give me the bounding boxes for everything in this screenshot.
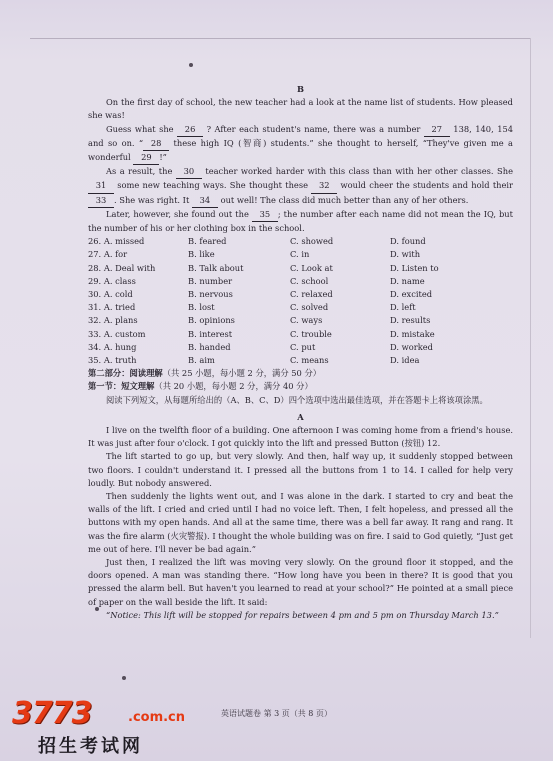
option-30-b: B. nervous: [188, 288, 233, 299]
text-run: 138, 140, 154 and so on. “: [88, 123, 514, 148]
paper-edge-top: [30, 38, 530, 39]
text-run: teacher worked harder with this class than with her other classes. She: [205, 166, 513, 177]
option-26-b: B. feared: [188, 236, 227, 247]
watermark-subtitle-text: 招生考试网: [38, 736, 143, 757]
paper-edge-right: [530, 38, 531, 638]
option-33-c: C. trouble: [290, 328, 332, 339]
option-31-c: C. solved: [290, 302, 329, 313]
option-33-d: D. mistake: [390, 328, 435, 339]
option-33-b: B. interest: [188, 328, 233, 339]
blank-31: 31: [88, 179, 114, 193]
reading-instructions: 阅读下列短文，从每题所给出的（A、B、C、D）四个选项中选出最佳选项，并在答题卡上将该项涂黑。: [106, 394, 488, 405]
option-28-a: 28. A. Deal with: [88, 262, 156, 273]
blank-33: 33: [88, 194, 114, 208]
option-30-a: 30. A. cold: [88, 288, 133, 299]
option-27-b: B. like: [188, 249, 215, 260]
section-title: 第一节：短文理解: [88, 381, 155, 392]
text-run: As a result, the: [106, 166, 173, 177]
option-31-b: B. lost: [188, 302, 215, 313]
text-run: some new teaching ways. She thought these: [117, 180, 308, 191]
option-35-b: B. aim: [188, 354, 215, 365]
watermark-main-text: 3773: [12, 696, 92, 731]
passage-b-paragraph-1: On the first day of school, the new teacher had a look at the name list of students. How pleased she was!: [88, 97, 513, 121]
text-run: these high IQ (智商) students.” she thought to herself, “They've given me a wonderful: [88, 137, 514, 163]
site-watermark-logo: [12, 696, 222, 758]
passage-b-heading: B: [296, 84, 304, 94]
option-32-a: 32. A. plans: [88, 315, 138, 326]
option-29-b: B. number: [188, 275, 233, 286]
watermark-domain-text: .com.cn: [128, 710, 186, 725]
passage-a-heading: A: [297, 411, 304, 422]
section-note: （共 20 小题，每小题 2 分，满分 40 分）: [154, 381, 313, 392]
paper-speck: [122, 676, 126, 680]
option-26-d: D. found: [390, 236, 426, 247]
blank-32: 32: [311, 179, 337, 193]
paper-speck: [189, 63, 193, 67]
passage-a-paragraph-3: Then suddenly the lights went out, and I was alone in the dark. I started to cry and beat the walls of the lift. I cried and cried until I had no voice left. Then, I felt hopeless, and pressed all the buttons with my open hands. And all at the same time, there was a bell far away. It rang and rang. It was the fire alarm (火灾警报). I thought the whole building was on fire. I said to God quietly, “Just get me out of here. I'll never be bad again.”: [88, 490, 513, 554]
option-32-c: C. ways: [290, 315, 323, 326]
option-33-a: 33. A. custom: [88, 328, 146, 339]
passage-a-paragraph-1: I live on the twelfth floor of a building. One afternoon I was coming home from a friend's house. It was just after four o'clock. I got quickly into the lift and pressed Button (按钮) 12.: [88, 424, 513, 449]
option-31-d: D. left: [390, 302, 416, 313]
option-35-c: C. means: [290, 354, 329, 365]
option-30-d: D. excited: [390, 288, 433, 299]
option-31-a: 31. A. tried: [88, 302, 136, 313]
answer-options: [88, 235, 513, 367]
option-34-d: D. worked: [390, 341, 433, 352]
option-30-c: C. relaxed: [290, 288, 333, 299]
section-note: （共 25 小题，每小题 2 分，满分 50 分）: [162, 368, 322, 379]
option-27-a: 27. A. for: [88, 249, 128, 260]
option-35-d: D. idea: [390, 354, 420, 365]
section-1-heading: [88, 380, 513, 393]
option-32-b: B. opinions: [188, 315, 235, 326]
blank-35: 35: [252, 208, 278, 222]
passage-a-paragraph-4: Just then, I realized the lift was moving very slowly. On the ground floor it stopped, and the doors opened. A man was standing there. “How long have you been in there? It is good that you pressed the alarm bell. But haven't you learned to read at your school?” He pointed at a small piece of paper on the wall beside the lift. It said:: [88, 556, 513, 607]
passage-b-paragraph-4: [88, 208, 513, 235]
option-32-d: D. results: [390, 315, 431, 326]
text-run: ; the number after each name did not mean the IQ, but the number of his or her clothing box in the school.: [88, 208, 513, 234]
text-run: Guess what she: [106, 123, 174, 134]
exam-text: [88, 83, 513, 622]
passage-b-paragraph-2: [88, 123, 513, 166]
passage-b-paragraph-3: [88, 165, 513, 208]
text-run: !”: [159, 152, 167, 163]
page-footer: 英语试题卷 第 3 页（共 8 页）: [221, 709, 332, 718]
blank-34: 34: [192, 194, 218, 208]
option-34-a: 34. A. hung: [88, 341, 137, 352]
passage-a-paragraph-2: The lift started to go up, but very slowly. And then, half way up, it suddenly stopped between two floors. I couldn't understand it. I pressed all the buttons from 1 to 14. I called for help very loudly. But nobody answered.: [88, 451, 513, 488]
option-28-c: C. Look at: [290, 262, 333, 273]
option-35-a: 35. A. truth: [88, 354, 137, 365]
text-run: would cheer the students and hold their: [340, 180, 514, 191]
blank-27: 27: [424, 123, 450, 137]
option-29-a: 29. A. class: [88, 275, 136, 286]
option-27-c: C. in: [290, 249, 310, 260]
blank-30: 30: [176, 165, 202, 179]
blank-26: 26: [177, 123, 203, 137]
part-2-heading: [88, 367, 513, 380]
option-29-d: D. name: [390, 275, 425, 286]
option-28-d: D. Listen to: [390, 262, 439, 273]
text-run: out well! The class did much better than any of her others.: [220, 194, 469, 205]
option-26-c: C. showed: [290, 236, 334, 247]
option-34-c: C. put: [290, 341, 316, 352]
blank-28: 28: [143, 137, 169, 151]
blank-29: 29: [133, 151, 159, 165]
text-run: . She was right. It: [114, 194, 190, 205]
option-26-a: 26. A. missed: [88, 236, 145, 247]
text-run: Later, however, she found out the: [106, 208, 249, 219]
option-34-b: B. handed: [188, 341, 231, 352]
text-run: ? After each student's name, there was a number: [206, 123, 421, 134]
section-title: 第二部分：阅读理解: [88, 368, 163, 379]
passage-a-notice: “Notice: This lift will be stopped for repairs between 4 pm and 5 pm on Thursday March 13.”: [106, 609, 499, 620]
option-27-d: D. with: [390, 249, 421, 260]
option-29-c: C. school: [290, 275, 329, 286]
option-28-b: B. Talk about: [188, 262, 244, 273]
